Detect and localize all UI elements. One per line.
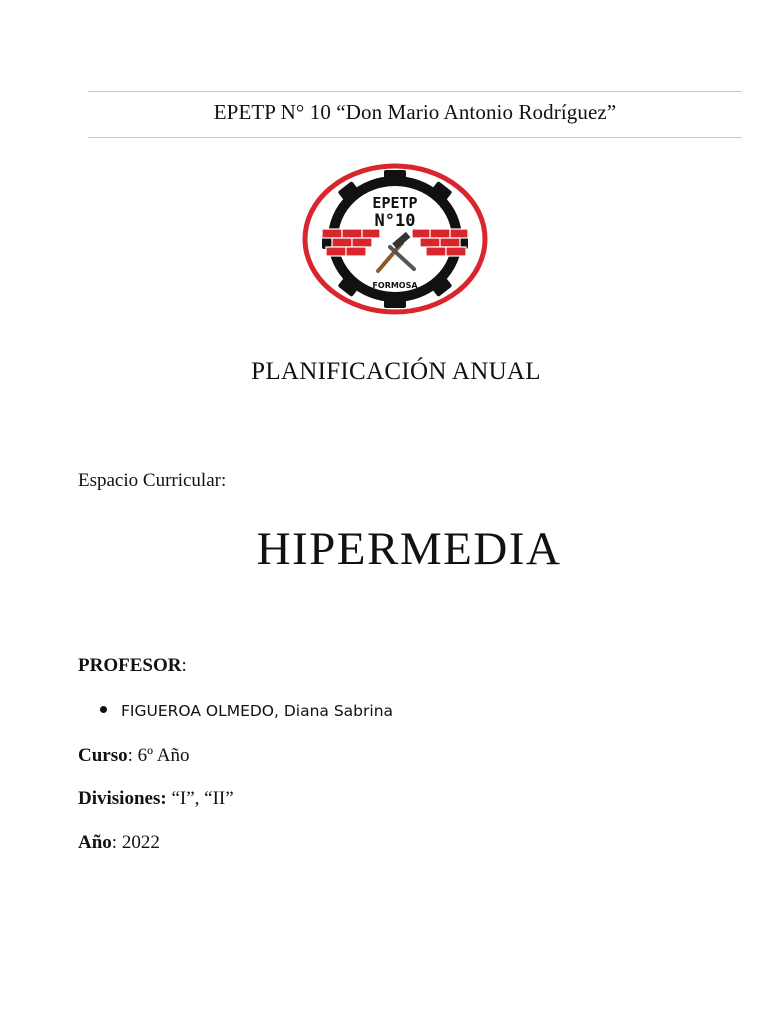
divisiones-label: Divisiones: xyxy=(78,788,167,809)
divisiones-value: “I”, “II” xyxy=(166,788,234,809)
anio-value: : 2022 xyxy=(111,832,160,853)
teacher-list-item xyxy=(100,702,393,720)
teacher-name: FIGUEROA OLMEDO, Diana Sabrina xyxy=(121,702,394,720)
profesor-separator: : xyxy=(181,655,187,676)
curso-line xyxy=(78,745,189,767)
subject-title: HIPERMEDIA xyxy=(256,523,562,575)
anio-label: Año xyxy=(78,832,112,853)
curso-label: Curso xyxy=(78,745,128,766)
espacio-curricular-label: Espacio Curricular: xyxy=(78,470,227,491)
header-rule-bottom xyxy=(88,137,742,138)
document-title: PLANIFICACIÓN ANUAL xyxy=(251,358,541,385)
anio-line xyxy=(78,832,160,854)
logo-text-epetp: EPETP xyxy=(372,194,418,212)
school-name: EPETP N° 10 “Don Mario Antonio Rodríguez” xyxy=(213,100,617,124)
logo-text-number: N°10 xyxy=(374,211,416,231)
divisiones-line xyxy=(78,788,234,810)
bullet-icon xyxy=(100,706,107,713)
curso-value: : 6º Año xyxy=(127,745,190,766)
profesor-label: PROFESOR xyxy=(78,655,182,676)
header-rule-top xyxy=(88,91,742,92)
logo-text-formosa: FORMOSA xyxy=(372,281,418,290)
school-logo xyxy=(302,163,488,315)
profesor-line xyxy=(78,655,187,677)
